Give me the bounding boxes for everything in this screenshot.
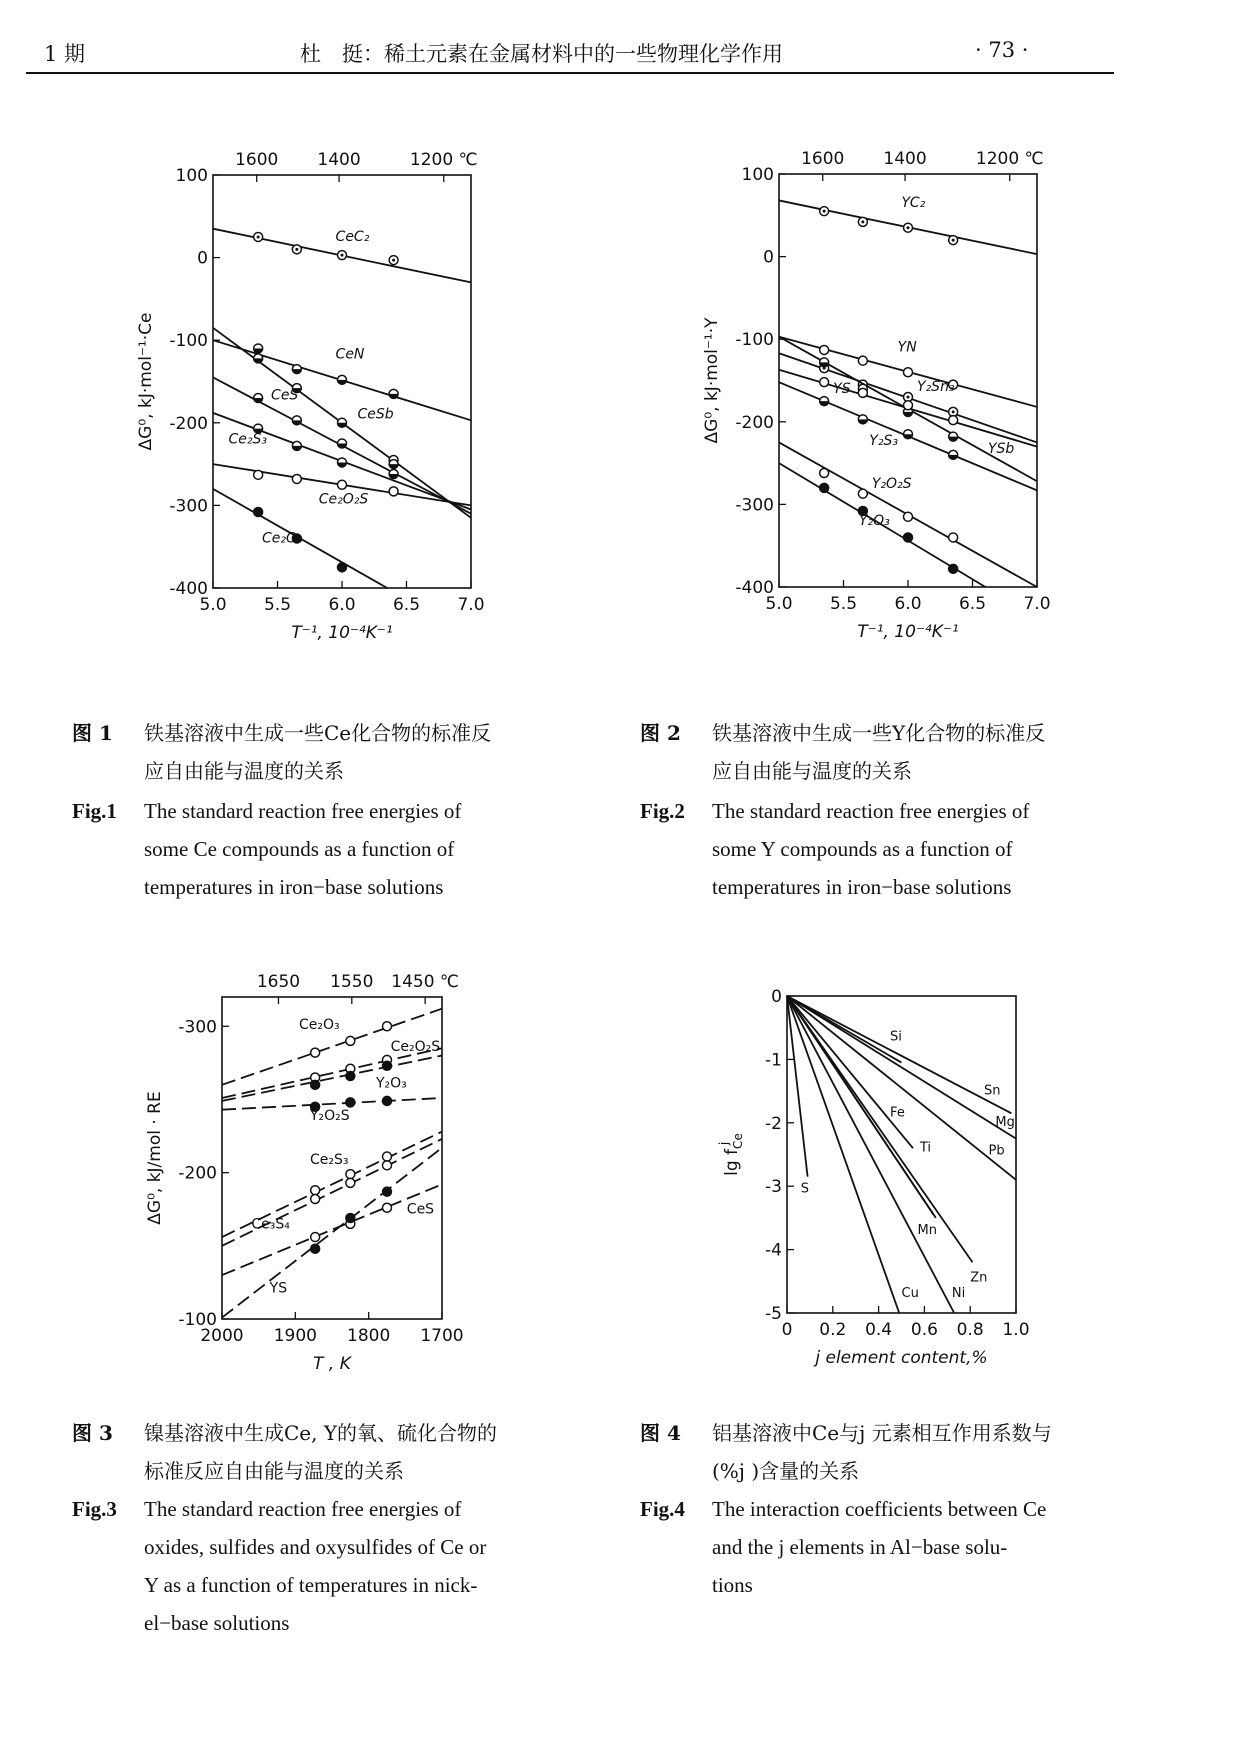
data-point bbox=[858, 489, 867, 498]
data-point-center bbox=[861, 220, 864, 223]
x-tick-label: 7.0 bbox=[1023, 594, 1051, 614]
series-label: Y₂O₃ bbox=[858, 513, 890, 530]
series-Y₂O₂S bbox=[779, 442, 1037, 587]
series-label: Ti bbox=[919, 1140, 931, 1156]
series-label: Mg bbox=[995, 1114, 1015, 1130]
series-label: YSb bbox=[987, 441, 1015, 458]
y-tick-label: 0 bbox=[197, 248, 208, 269]
series-label: Sn bbox=[983, 1083, 1001, 1099]
series-label: Y₂O₃ bbox=[376, 1075, 407, 1092]
y-axis-label: ΔG⁰, kJ/mol · RE bbox=[145, 1091, 165, 1225]
caption-cn-tag: 图 4 bbox=[640, 1421, 681, 1445]
data-point bbox=[383, 1096, 392, 1105]
top-tick-label: 1600 bbox=[801, 149, 845, 169]
plot-area bbox=[779, 195, 1037, 587]
y-tick-label: -1 bbox=[765, 1050, 782, 1071]
caption-cn-tag: 图 3 bbox=[72, 1421, 113, 1445]
x-tick-label: 5.0 bbox=[765, 594, 793, 614]
top-tick-label: 1650 bbox=[256, 972, 301, 992]
series-label: Y₂O₂S bbox=[310, 1107, 350, 1124]
data-point-center bbox=[907, 396, 910, 399]
y-tick-label: 0 bbox=[763, 247, 774, 268]
x-tick-label: 0.2 bbox=[819, 1320, 847, 1340]
series-label: YS bbox=[269, 1280, 288, 1297]
x-axis-label: T , K bbox=[313, 1354, 351, 1374]
data-point bbox=[383, 1022, 392, 1031]
series-line bbox=[787, 996, 1016, 1180]
series-YS bbox=[222, 1148, 442, 1318]
data-point-center bbox=[952, 239, 955, 242]
y-tick-label: -2 bbox=[765, 1113, 782, 1134]
chart-3 bbox=[145, 972, 464, 1374]
series-Pb bbox=[787, 996, 1016, 1180]
data-point bbox=[254, 470, 263, 479]
series-Zn bbox=[787, 996, 987, 1285]
data-point bbox=[383, 1203, 392, 1212]
series-Y₂O₃ bbox=[222, 1056, 442, 1101]
y-tick-label: -3 bbox=[765, 1177, 782, 1198]
data-point bbox=[820, 469, 829, 478]
x-tick-label: 0.8 bbox=[956, 1320, 984, 1340]
page-number: · 73 · bbox=[975, 38, 1029, 62]
series-label: Ce₂O₂S bbox=[318, 491, 369, 508]
series-label: CeN bbox=[335, 346, 365, 363]
plot-area bbox=[222, 1009, 442, 1318]
data-point bbox=[346, 1178, 355, 1187]
data-point bbox=[949, 533, 958, 542]
y-axis-label: ΔG⁰, kJ·mol⁻¹·Ce bbox=[136, 312, 156, 451]
series-label: CeSb bbox=[357, 406, 394, 423]
caption-cn-line: 铁基溶液中生成一些Y化合物的标准反 bbox=[712, 721, 1046, 745]
y-tick-label: -4 bbox=[765, 1240, 782, 1261]
data-point bbox=[820, 483, 829, 492]
data-point bbox=[904, 368, 913, 377]
caption-en-line: temperatures in iron−base solutions bbox=[712, 875, 1012, 899]
series-Sn bbox=[787, 996, 1011, 1113]
plot-area bbox=[213, 229, 471, 588]
data-point bbox=[311, 1244, 320, 1253]
y-tick-label: -200 bbox=[735, 412, 774, 433]
series-line bbox=[787, 996, 899, 1313]
data-point bbox=[346, 1170, 355, 1179]
caption-en-line: Y as a function of temperatures in nick- bbox=[144, 1573, 478, 1597]
data-point bbox=[858, 388, 867, 397]
caption-en-line: The standard reaction free energies of bbox=[144, 1497, 462, 1521]
y-tick-label: -100 bbox=[178, 1310, 217, 1330]
data-point bbox=[292, 474, 301, 483]
x-axis-label: T⁻¹, 10⁻⁴K⁻¹ bbox=[291, 623, 393, 643]
data-point bbox=[949, 564, 958, 573]
data-point bbox=[311, 1194, 320, 1203]
series-line bbox=[787, 996, 913, 1148]
caption-cn-line: (%j )含量的关系 bbox=[712, 1459, 860, 1483]
x-tick-label: 0.4 bbox=[865, 1320, 893, 1340]
x-tick-label: 1800 bbox=[347, 1326, 391, 1346]
data-point bbox=[904, 512, 913, 521]
series-Ce₂O₂S bbox=[213, 464, 471, 508]
series-line bbox=[222, 1056, 442, 1101]
data-point-center bbox=[952, 410, 955, 413]
series-Ce₂O₂S bbox=[222, 1039, 442, 1098]
caption-en-line: el−base solutions bbox=[144, 1611, 290, 1635]
series-label: Si bbox=[890, 1029, 902, 1045]
caption-cn-tag: 图 2 bbox=[640, 721, 681, 745]
data-point bbox=[904, 533, 913, 542]
data-point bbox=[383, 1161, 392, 1170]
series-label: Fe bbox=[890, 1105, 905, 1121]
series-label: Pb bbox=[988, 1143, 1005, 1159]
caption-cn-line: 铁基溶液中生成一些Ce化合物的标准反 bbox=[144, 721, 492, 745]
series-label: S bbox=[800, 1181, 810, 1197]
data-point bbox=[311, 1080, 320, 1089]
data-point bbox=[858, 356, 867, 365]
series-label: Ce₂S₃ bbox=[310, 1151, 349, 1168]
data-point bbox=[383, 1061, 392, 1070]
chart-2 bbox=[702, 149, 1051, 642]
caption-en-line: and the j elements in Al−base solu- bbox=[712, 1535, 1008, 1559]
series-label: Ce₂O₃ bbox=[262, 530, 303, 547]
series-label: Ce₂S₃ bbox=[228, 431, 267, 448]
data-point bbox=[383, 1187, 392, 1196]
data-point bbox=[338, 480, 347, 489]
caption-cn-line: 应自由能与温度的关系 bbox=[712, 759, 912, 783]
caption-en-line: some Y compounds as a function of bbox=[712, 837, 1013, 861]
data-point bbox=[346, 1098, 355, 1107]
x-axis-label: j element content,% bbox=[815, 1348, 988, 1368]
x-tick-label: 6.0 bbox=[894, 594, 922, 614]
caption-cn-line: 应自由能与温度的关系 bbox=[144, 759, 344, 783]
data-point-center bbox=[341, 254, 344, 257]
series-Mn bbox=[787, 996, 937, 1238]
plot-area bbox=[787, 996, 1016, 1313]
top-tick-label: 1400 bbox=[317, 150, 361, 170]
series-CeN bbox=[213, 340, 471, 420]
caption-en-line: tions bbox=[712, 1573, 753, 1597]
data-point bbox=[383, 1152, 392, 1161]
data-point bbox=[311, 1048, 320, 1057]
x-tick-label: 7.0 bbox=[457, 595, 485, 615]
x-axis-label: T⁻¹, 10⁻⁴K⁻¹ bbox=[857, 622, 959, 642]
caption-en-line: some Ce compounds as a function of bbox=[144, 837, 455, 861]
data-point-center bbox=[907, 226, 910, 229]
caption-en-tag: Fig.3 bbox=[72, 1497, 117, 1521]
series-label: YC₂ bbox=[901, 195, 926, 212]
caption-en-line: The interaction coefficients between Ce bbox=[712, 1497, 1047, 1521]
x-tick-label: 6.5 bbox=[392, 595, 421, 615]
series-line bbox=[787, 996, 1011, 1113]
caption-en-line: temperatures in iron−base solutions bbox=[144, 875, 444, 899]
top-tick-label: 1450 ℃ bbox=[391, 972, 460, 992]
x-tick-label: 1.0 bbox=[1002, 1320, 1030, 1340]
x-tick-label: 5.5 bbox=[263, 595, 292, 615]
caption-en-line: The standard reaction free energies of bbox=[712, 799, 1030, 823]
caption-cn-line: 标准反应自由能与温度的关系 bbox=[144, 1459, 404, 1483]
issue-number: 1 期 bbox=[44, 42, 86, 66]
caption-cn-line: 铝基溶液中Ce与j 元素相互作用系数与 bbox=[712, 1421, 1052, 1445]
series-label: Ce₂O₂S bbox=[390, 1039, 441, 1056]
chart-4 bbox=[717, 987, 1030, 1368]
x-tick-label: 5.5 bbox=[829, 594, 858, 614]
series-CeC₂ bbox=[213, 229, 471, 283]
top-tick-label: 1550 bbox=[330, 972, 374, 992]
x-tick-label: 0 bbox=[781, 1320, 793, 1340]
running-title: 杜 挺：稀土元素在金属材料中的一些物理化学作用 bbox=[300, 42, 783, 66]
series-line bbox=[222, 1148, 442, 1318]
data-point bbox=[820, 378, 829, 387]
y-tick-label: -100 bbox=[169, 331, 208, 352]
y-tick-label: 100 bbox=[741, 165, 774, 185]
top-tick-label: 1400 bbox=[883, 149, 927, 169]
data-point bbox=[311, 1233, 320, 1242]
y-tick-label: -200 bbox=[178, 1163, 217, 1184]
y-tick-label: -200 bbox=[169, 413, 208, 434]
caption-en-tag: Fig.2 bbox=[640, 799, 685, 823]
data-point bbox=[820, 345, 829, 354]
data-point bbox=[949, 416, 958, 425]
y-tick-label: -400 bbox=[735, 578, 774, 598]
y-axis-label: $\lg f_{Ce}j$ bbox=[717, 1133, 745, 1176]
data-point-center bbox=[295, 248, 298, 251]
series-line bbox=[787, 996, 972, 1262]
y-tick-label: -300 bbox=[169, 496, 208, 517]
y-tick-label: -300 bbox=[735, 495, 774, 516]
y-tick-label: 0 bbox=[771, 987, 782, 1007]
caption-cn-tag: 图 1 bbox=[72, 721, 113, 745]
data-point bbox=[254, 508, 263, 517]
series-Y₂O₂S bbox=[222, 1096, 442, 1124]
x-tick-label: 6.0 bbox=[328, 595, 356, 615]
y-axis-label: ΔG⁰, kJ·mol⁻¹·Y bbox=[702, 317, 722, 444]
series-label: CeS bbox=[406, 1201, 435, 1218]
y-tick-label: -100 bbox=[735, 330, 774, 351]
series-label: Zn bbox=[970, 1270, 988, 1286]
y-axis-label-sub: Ce bbox=[731, 1133, 745, 1149]
caption-en-tag: Fig.1 bbox=[72, 799, 117, 823]
data-point bbox=[389, 487, 398, 496]
series-label: Ce₃S₄ bbox=[251, 1216, 290, 1233]
y-tick-label: 100 bbox=[175, 166, 208, 186]
data-point bbox=[346, 1036, 355, 1045]
x-tick-label: 0.6 bbox=[910, 1320, 938, 1340]
top-tick-label: 1200 ℃ bbox=[975, 149, 1044, 169]
series-label: Ni bbox=[951, 1286, 966, 1302]
caption-en-tag: Fig.4 bbox=[640, 1497, 685, 1521]
caption-en-line: oxides, sulfides and oxysulfides of Ce or bbox=[144, 1535, 487, 1559]
series-label: CeC₂ bbox=[335, 229, 370, 246]
data-point bbox=[346, 1214, 355, 1223]
data-point-center bbox=[257, 235, 260, 238]
series-label: YN bbox=[897, 339, 917, 356]
series-label: YS bbox=[833, 380, 851, 397]
series-line bbox=[222, 1048, 442, 1098]
series-label: Y₂Sn₃ bbox=[917, 379, 955, 396]
x-tick-label: 5.0 bbox=[199, 595, 227, 615]
x-tick-label: 1700 bbox=[420, 1326, 464, 1346]
series-label: Ce₂O₃ bbox=[299, 1017, 340, 1034]
x-tick-label: 2000 bbox=[200, 1326, 244, 1346]
data-point bbox=[904, 401, 913, 410]
top-tick-label: 1600 bbox=[235, 150, 279, 170]
data-point bbox=[346, 1072, 355, 1081]
y-tick-label: -5 bbox=[765, 1304, 782, 1324]
series-label: Y₂S₃ bbox=[869, 432, 898, 449]
y-axis-label-sup: j bbox=[717, 1141, 731, 1146]
data-point-center bbox=[392, 259, 395, 262]
series-label: Mn bbox=[917, 1222, 937, 1238]
caption-cn-line: 镍基溶液中生成Ce, Y的氧、硫化合物的 bbox=[144, 1421, 498, 1445]
x-tick-label: 6.5 bbox=[958, 594, 987, 614]
data-point-center bbox=[823, 210, 826, 213]
caption-en-line: The standard reaction free energies of bbox=[144, 799, 462, 823]
data-point bbox=[338, 563, 347, 572]
x-tick-label: 1900 bbox=[273, 1326, 317, 1346]
data-point bbox=[311, 1186, 320, 1195]
series-label: CeS bbox=[271, 387, 299, 404]
top-tick-label: 1200 ℃ bbox=[409, 150, 478, 170]
chart-1 bbox=[136, 150, 485, 643]
series-YC₂ bbox=[779, 195, 1037, 254]
y-tick-label: -300 bbox=[178, 1017, 217, 1038]
y-tick-label: -400 bbox=[169, 579, 208, 599]
series-label: Y₂O₂S bbox=[871, 475, 912, 492]
series-label: Cu bbox=[901, 1286, 919, 1302]
